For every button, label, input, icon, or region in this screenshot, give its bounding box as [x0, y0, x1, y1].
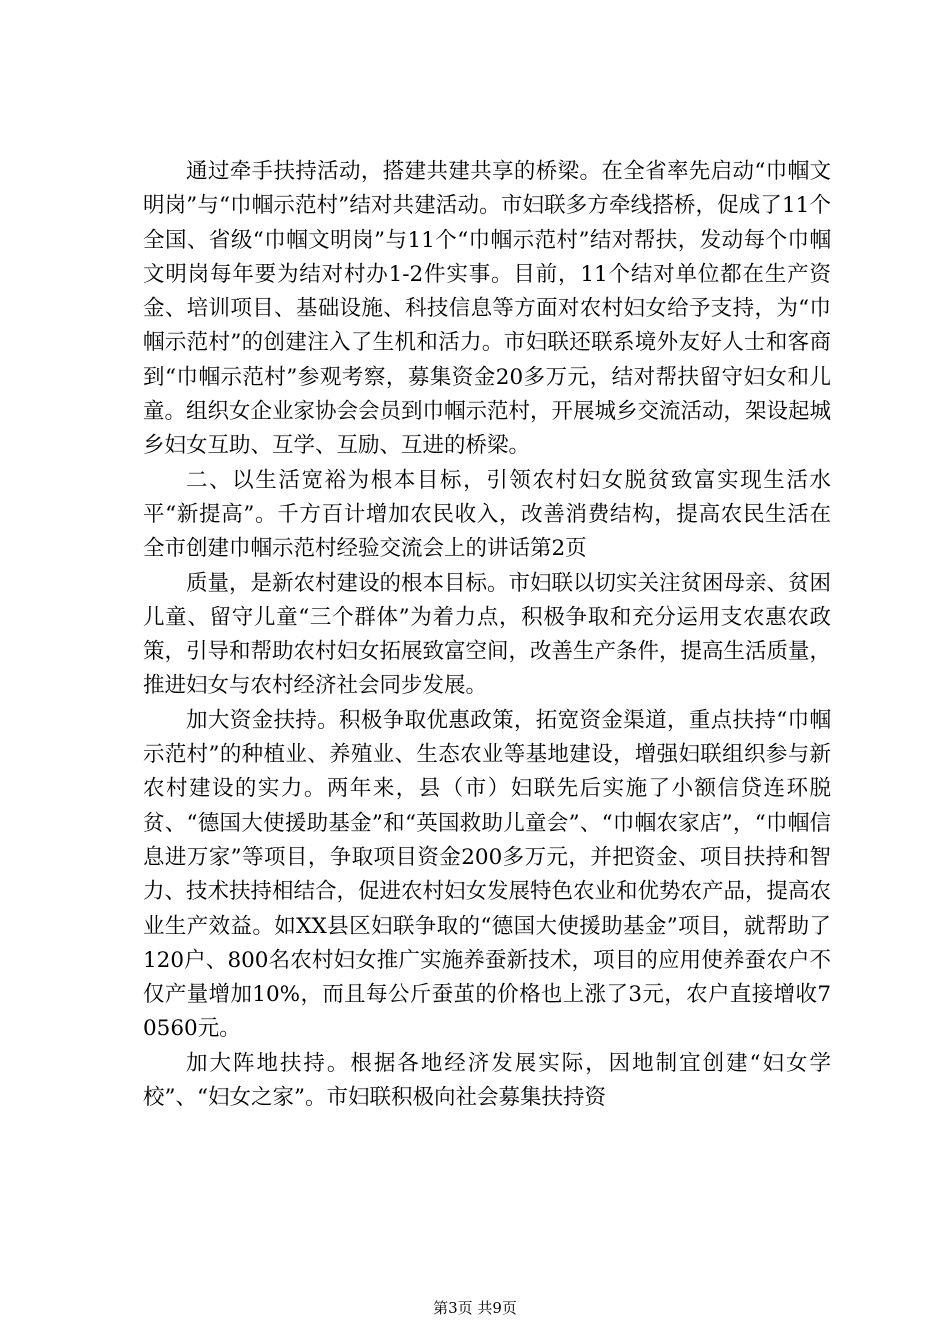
page-number-footer: 第3页 共9页 [433, 1299, 517, 1317]
paragraph-funding-support: 加大资金扶持。积极争取优惠政策，拓宽资金渠道，重点扶持“巾帼示范村”的种植业、养殖业、生态农业等基地建设，增强妇联组织参与新农村建设的实力。两年来，县（市）妇联先后实施了小额信贷连环脱贫、“德国大使援助基金”和“英国救助儿童会”、“巾帼农家店”，“巾帼信息进万家”等项目，争取项目资金200多万元，并把资金、项目扶持和智力、技术扶持相结合，促进农村妇女发展特色农业和优势农产品，提高农业生产效益。如XX县区妇联争取的“德国大使援助基金”项目，就帮助了120户、800名农村妇女推广实施养蚕新技术，项目的应用使养蚕农户不仅产量增加10%，而且每公斤蚕茧的价格也上涨了3元，农户直接增收70560元。 [143, 707, 832, 1042]
paragraph-quality-goal: 质量，是新农村建设的根本目标。市妇联以切实关注贫困母亲、贫困儿童、留守儿童“三个群体”为着力点，积极争取和充分运用支农惠农政策，引导和帮助农村妇女拓展致富空间，改善生产条件，提高生活质量，推进妇女与农村经济社会同步发展。 [143, 570, 832, 699]
paragraph-section-two-heading: 二、以生活宽裕为根本目标，引领农村妇女脱贫致富实现生活水平“新提高”。千方百计增加农民收入，改善消费结构，提高农民生活在全市创建巾帼示范村经验交流会上的讲话第2页 [143, 467, 831, 562]
paragraph-pairing-activity: 通过牵手扶持活动，搭建共建共享的桥梁。在全省率先启动“巾帼文明岗”与“巾帼示范村”结对共建活动。市妇联多方牵线搭桥，促成了11个全国、省级“巾帼文明岗”与11个“巾帼示范村”结对帮扶，发动每个巾帼文明岗每年要为结对村办1-2件实事。目前，11个结对单位都在生产资金、培训项目、基础设施、科技信息等方面对农村妇女给予支持，为“巾帼示范村”的创建注入了生机和活力。市妇联还联系境外友好人士和客商到“巾帼示范村”参观考察，募集资金20多万元，结对帮扶留守妇女和儿童。组织女企业家协会会员到巾帼示范村，开展城乡交流活动，架设起城乡妇女互助、互学、互励、互进的桥梁。 [143, 159, 832, 459]
document-body [143, 155, 831, 1115]
paragraph-venue-support: 加大阵地扶持。根据各地经济发展实际，因地制宜创建“妇女学校”、“妇女之家”。市妇联积极向社会募集扶持资 [143, 1050, 831, 1111]
